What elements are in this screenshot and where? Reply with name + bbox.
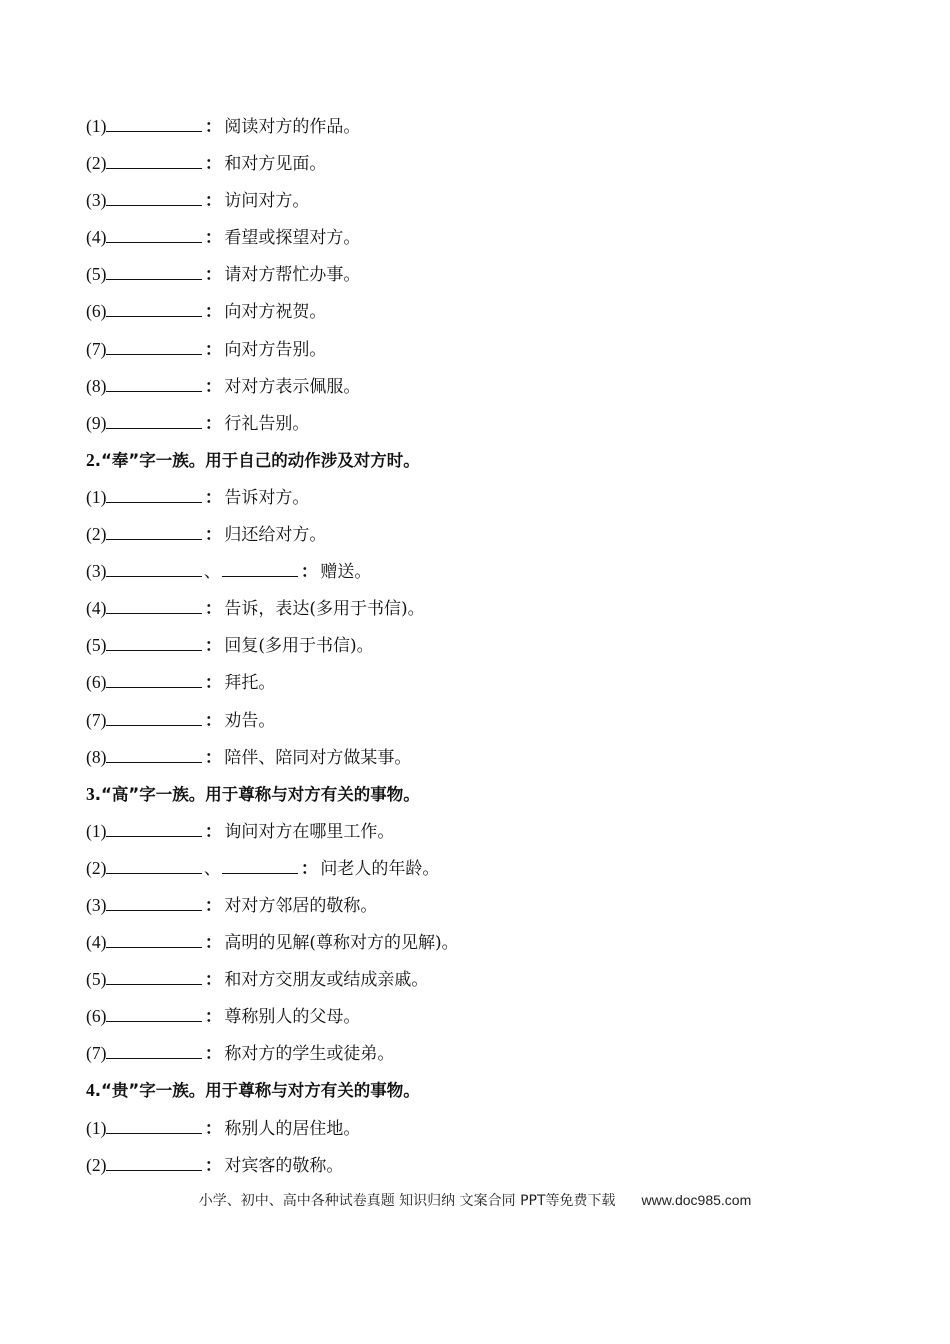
item-number: (4): [86, 598, 107, 619]
item-colon: ：: [204, 339, 222, 360]
item-definition: 询问对方在哪里工作。: [224, 821, 395, 842]
item-number: (1): [86, 116, 107, 136]
item-definition: 归还给对方。: [224, 525, 327, 546]
question-item: [86, 627, 886, 664]
answer-blank[interactable]: [106, 686, 202, 688]
blank-separator: 、: [203, 858, 221, 879]
item-colon: ：: [204, 636, 222, 657]
question-item: [86, 182, 886, 219]
answer-blank[interactable]: [106, 1132, 202, 1134]
item-number: (2): [86, 524, 107, 545]
answer-blank[interactable]: [106, 649, 202, 651]
item-number: (6): [86, 1006, 107, 1027]
item-number: (9): [86, 412, 107, 433]
item-colon: ：: [204, 228, 222, 249]
item-definition: 回复(多用于书信)。: [224, 636, 374, 657]
answer-blank[interactable]: [106, 241, 202, 243]
item-definition: 向对方祝贺。: [224, 302, 327, 323]
item-colon: ：: [204, 117, 222, 137]
item-colon: ：: [204, 1044, 222, 1065]
item-colon: ：: [204, 895, 222, 916]
answer-blank[interactable]: [106, 835, 202, 837]
answer-blank[interactable]: [106, 167, 202, 169]
section-heading: [86, 1072, 886, 1109]
item-number: (7): [86, 709, 107, 730]
question-item: [86, 590, 886, 627]
question-item: [86, 368, 886, 405]
item-definition: 高明的见解(尊称对方的见解)。: [224, 933, 459, 954]
question-item: [86, 664, 886, 701]
answer-blank[interactable]: [106, 761, 202, 763]
item-number: (5): [86, 969, 107, 990]
item-colon: ：: [204, 933, 222, 954]
item-definition: 对对方表示佩服。: [224, 376, 361, 397]
item-definition: 访问对方。: [224, 191, 310, 212]
question-item: [86, 108, 886, 145]
question-item: [86, 479, 886, 516]
item-colon: ：: [300, 858, 318, 879]
item-number: (1): [86, 486, 107, 507]
item-colon: ：: [204, 487, 222, 508]
item-colon: ：: [204, 191, 222, 212]
item-number: (1): [86, 820, 107, 841]
item-definition: 行礼告别。: [224, 413, 310, 434]
section-title: .“贵”字一族。用于尊称与对方有关的事物。: [94, 1081, 420, 1101]
item-number: (6): [86, 301, 107, 322]
item-number: (3): [86, 561, 107, 582]
item-colon: ：: [204, 1007, 222, 1028]
item-colon: ：: [204, 413, 222, 434]
item-definition: 告诉，表达(多用于书信)。: [224, 599, 425, 620]
item-colon: ：: [204, 821, 222, 842]
question-item: [86, 145, 886, 182]
item-definition: 向对方告别。: [224, 339, 327, 360]
item-number: (1): [86, 1117, 107, 1138]
answer-blank[interactable]: [106, 427, 202, 429]
question-item: [86, 1147, 886, 1184]
footer-text: 小学、初中、高中各种试卷真题 知识归纳 文案合同 PPT等免费下载: [198, 1193, 616, 1209]
item-definition: 陪伴、陪同对方做某事。: [224, 747, 412, 768]
section-title: .“高”字一族。用于尊称与对方有关的事物。: [94, 784, 420, 804]
section-heading: [86, 776, 886, 813]
answer-blank[interactable]: [106, 278, 202, 280]
question-item: [86, 1035, 886, 1072]
answer-blank[interactable]: [106, 1057, 202, 1059]
item-definition: 称别人的居住地。: [224, 1118, 361, 1139]
item-colon: ：: [204, 1118, 222, 1139]
section-heading: [86, 442, 886, 479]
question-item: [86, 219, 886, 256]
answer-blank[interactable]: [106, 872, 202, 874]
answer-blank[interactable]: [222, 575, 298, 577]
question-item: [86, 1110, 886, 1147]
blank-separator: 、: [203, 562, 221, 583]
question-item: [86, 702, 886, 739]
worksheet: [86, 108, 886, 1184]
item-colon: ：: [204, 525, 222, 546]
item-definition: 看望或探望对方。: [224, 228, 361, 249]
item-number: (2): [86, 153, 107, 174]
item-number: (6): [86, 672, 107, 693]
answer-blank[interactable]: [106, 315, 202, 317]
footer-site: www.doc985.com: [641, 1192, 752, 1208]
item-colon: ：: [204, 1155, 222, 1176]
answer-blank[interactable]: [106, 501, 202, 503]
item-colon: ：: [204, 970, 222, 991]
item-number: (2): [86, 857, 107, 878]
item-number: (7): [86, 1043, 107, 1064]
item-definition: 和对方交朋友或结成亲戚。: [224, 970, 429, 991]
item-definition: 和对方见面。: [224, 154, 327, 175]
answer-blank[interactable]: [106, 130, 202, 132]
question-item: [86, 961, 886, 998]
item-colon: ：: [204, 376, 222, 397]
answer-blank[interactable]: [106, 1020, 202, 1022]
item-definition: 对对方邻居的敬称。: [224, 895, 378, 916]
item-definition: 尊称别人的父母。: [224, 1007, 361, 1028]
item-number: (8): [86, 375, 107, 396]
item-number: (3): [86, 190, 107, 211]
answer-blank[interactable]: [106, 390, 202, 392]
item-colon: ：: [204, 154, 222, 175]
answer-blank[interactable]: [222, 872, 298, 874]
item-colon: ：: [204, 265, 222, 286]
answer-blank[interactable]: [106, 353, 202, 355]
item-definition: 阅读对方的作品。: [224, 117, 361, 137]
item-definition: 赠送。: [320, 562, 372, 583]
question-item: [86, 256, 886, 293]
item-definition: 拜托。: [224, 673, 276, 694]
question-item: [86, 293, 886, 330]
section-number: 2: [86, 449, 95, 470]
item-number: (4): [86, 932, 107, 953]
section-title: .“奉”字一族。用于自己的动作涉及对方时。: [94, 450, 420, 470]
item-colon: ：: [300, 562, 318, 583]
section-number: 4: [86, 1080, 95, 1101]
answer-blank[interactable]: [106, 724, 202, 726]
item-definition: 告诉对方。: [224, 487, 310, 508]
item-definition: 劝告。: [224, 710, 276, 731]
answer-blank[interactable]: [106, 538, 202, 540]
item-definition: 称对方的学生或徒弟。: [224, 1044, 395, 1065]
page-footer: [0, 1190, 950, 1210]
question-item: [86, 998, 886, 1035]
item-number: (8): [86, 746, 107, 767]
question-item: [86, 405, 886, 442]
item-number: (7): [86, 338, 107, 359]
item-number: (5): [86, 264, 107, 285]
item-number: (3): [86, 894, 107, 915]
item-colon: ：: [204, 747, 222, 768]
question-item: [86, 331, 886, 368]
item-definition: 对宾客的敬称。: [224, 1155, 344, 1176]
answer-blank[interactable]: [106, 204, 202, 206]
item-number: (4): [86, 227, 107, 248]
answer-blank[interactable]: [106, 575, 202, 577]
answer-blank[interactable]: [106, 612, 202, 614]
answer-blank[interactable]: [106, 946, 202, 948]
section-number: 3: [86, 783, 95, 804]
item-number: (2): [86, 1154, 107, 1175]
item-definition: 问老人的年龄。: [320, 858, 440, 879]
item-colon: ：: [204, 599, 222, 620]
item-colon: ：: [204, 710, 222, 731]
item-colon: ：: [204, 673, 222, 694]
item-colon: ：: [204, 302, 222, 323]
question-item: [86, 887, 886, 924]
question-item: [86, 924, 886, 961]
answer-blank[interactable]: [106, 983, 202, 985]
item-number: (5): [86, 635, 107, 656]
question-item: [86, 813, 886, 850]
question-item: [86, 553, 886, 590]
question-item: [86, 516, 886, 553]
answer-blank[interactable]: [106, 909, 202, 911]
answer-blank[interactable]: [106, 1169, 202, 1171]
question-item: [86, 739, 886, 776]
item-definition: 请对方帮忙办事。: [224, 265, 361, 286]
question-item: [86, 850, 886, 887]
